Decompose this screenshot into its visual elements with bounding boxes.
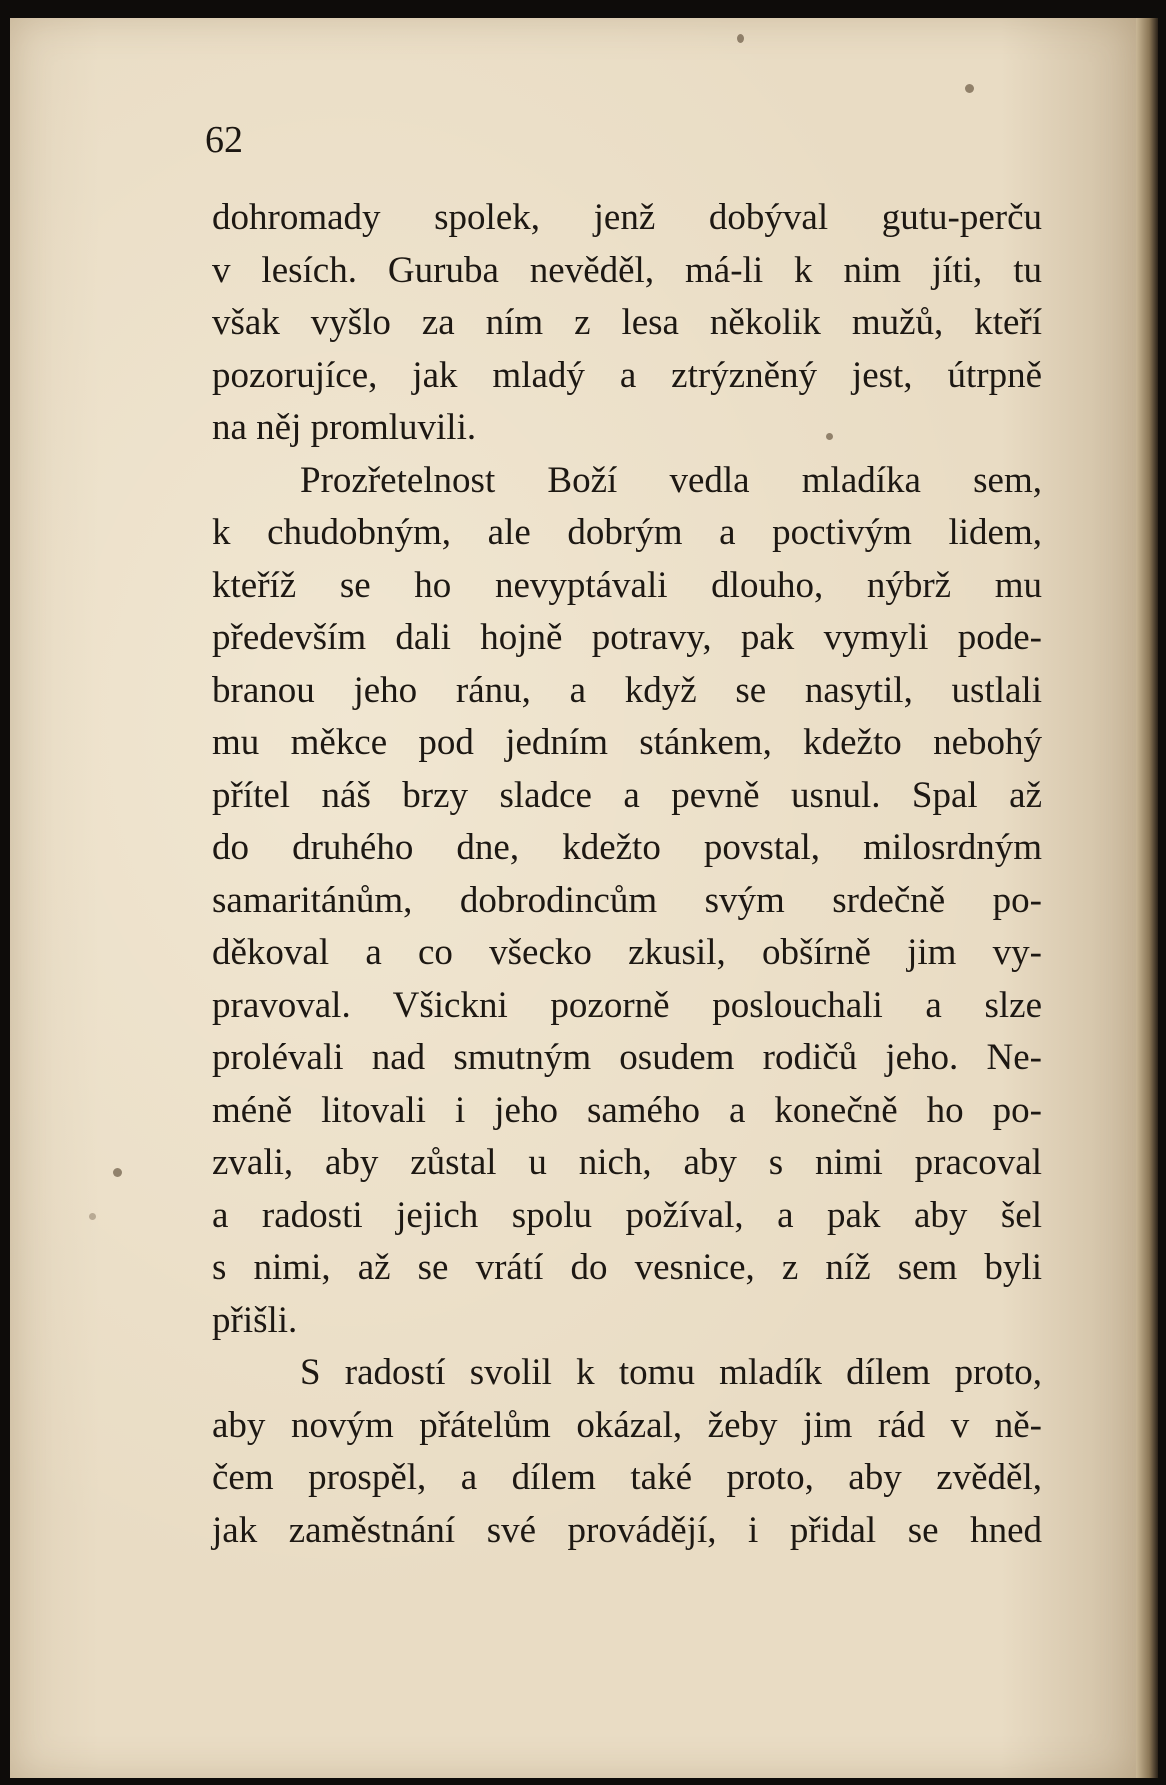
text-line: zvali, aby zůstal u nich, aby s nimi pracoval [212, 1142, 1042, 1183]
text-line: prolévali nad smutným osudem rodičů jeho. Ne- [212, 1037, 1042, 1078]
text-line: a radosti jejich spolu požíval, a pak aby šel [212, 1194, 1042, 1236]
text-line: však vyšlo za ním z lesa několik mužů, kteří [212, 302, 1042, 343]
text-line: přítel náš brzy sladce a pevně usnul. Spal až [212, 774, 1042, 816]
text-line: jak zaměstnání své provádějí, i přidal se hned [212, 1509, 1042, 1551]
text-line: Prozřetelnost Boží vedla mladíka sem, [300, 459, 1042, 501]
text-line: dohromady spolek, jenž dobýval gutu-perču [212, 197, 1042, 238]
text-line: pravoval. Všickni pozorně poslouchali a slze [212, 984, 1042, 1026]
page-number: 62 [205, 119, 243, 161]
text-line: samaritánům, dobrodincům svým srdečně po- [212, 879, 1042, 921]
text-line: méně litovali i jeho samého a konečně ho po- [212, 1089, 1042, 1131]
text-line: S radostí svolil k tomu mladík dílem proto, [300, 1352, 1042, 1393]
text-line: děkoval a co všecko zkusil, obšírně jim vy- [212, 932, 1042, 973]
text-line: čem prospěl, a dílem také proto, aby zvěděl, [212, 1457, 1042, 1498]
page-edge [1136, 18, 1158, 1778]
text-line: pozorujíce, jak mladý a ztrýzněný jest, útrpně [212, 354, 1042, 396]
text-line: především dali hojně potravy, pak vymyli pode- [212, 617, 1042, 658]
text-line: kteříž se ho nevyptávali dlouho, nýbrž mu [212, 564, 1042, 606]
paragraph [212, 1347, 1042, 1557]
paper-speck [89, 1213, 96, 1220]
text-line: branou jeho ránu, a když se nasytil, ustlali [212, 669, 1042, 711]
text-line: mu měkce pod jedním stánkem, kdežto nebohý [212, 722, 1042, 763]
paper-speck [113, 1168, 122, 1177]
paper-speck [737, 34, 744, 43]
text-line: přišli. [212, 1299, 298, 1341]
text-line: aby novým přátelům okázal, žeby jim rád v ně- [212, 1404, 1042, 1446]
text-line: v lesích. Guruba nevěděl, má-li k nim jíti, tu [212, 249, 1042, 291]
text-line: s nimi, až se vrátí do vesnice, z níž sem byli [212, 1247, 1042, 1288]
paper-speck [965, 84, 974, 93]
paragraph [212, 455, 1042, 1348]
body-text [212, 192, 1042, 1557]
text-line: do druhého dne, kdežto povstal, milosrdným [212, 827, 1042, 868]
text-line: na něj promluvili. [212, 407, 477, 448]
paragraph [212, 192, 1042, 455]
text-line: k chudobným, ale dobrým a poctivým lidem, [212, 512, 1042, 553]
